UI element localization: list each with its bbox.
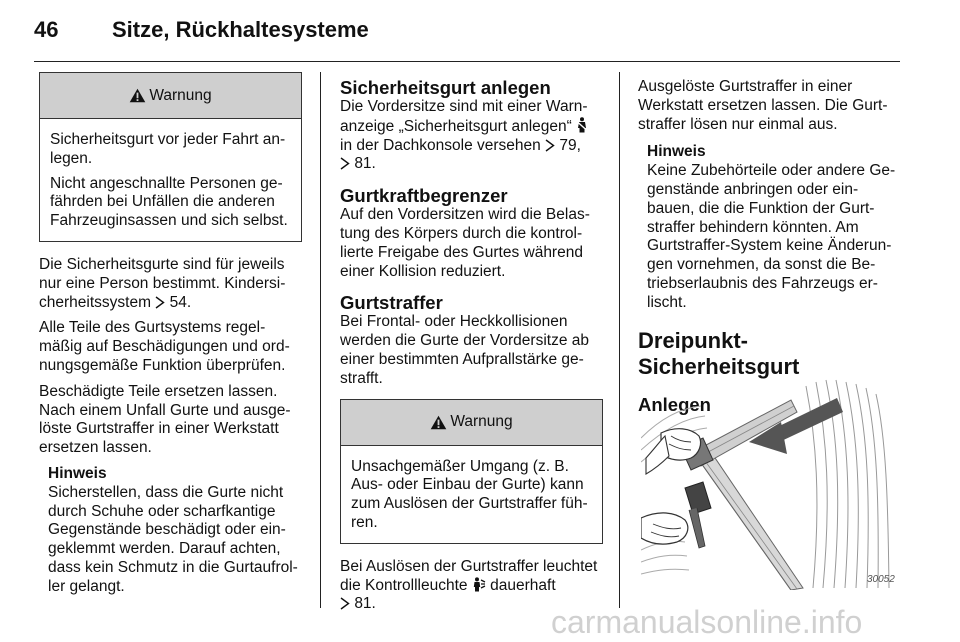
- paragraph-text: in der Dachkonsole versehen: [340, 136, 541, 154]
- paragraph: Alle Teile des Gurtsystems regel-mäßig auf Beschädigungen und ord-nungsgemäße Funktion überprüfen.: [39, 319, 290, 374]
- page-number: 46: [34, 17, 59, 42]
- seatbelt-illustration: [641, 378, 899, 590]
- paragraph-text: Die Vordersitze sind mit einer Warn-anzeige „Sicherheitsgurt anlegen“: [340, 98, 588, 135]
- hint-text: Keine Zubehörteile oder andere Ge-genstände anbringen oder ein-bauen, die die Funktion der Gurt-straffer behindern könnten. Am Gurtstraffer-System keine Änderun-gen vornehmen, da sonst die Be-triebserlaubnis des Fahrzeugs er-lischt.: [647, 162, 896, 311]
- watermark: carmanualsonline.info: [551, 604, 863, 640]
- column-2: [340, 78, 603, 621]
- hint-block: [638, 143, 902, 312]
- page-reference[interactable]: 81.: [354, 155, 376, 173]
- hint-label: Hinweis: [48, 464, 107, 482]
- reference-arrow-icon: [340, 157, 350, 170]
- paragraph: [39, 256, 302, 312]
- paragraph: Bei Frontal- oder Heckkollisionen werden die Gurte der Vordersitze ab einer bestimmten Aufprallstärke ge-strafft.: [340, 313, 589, 387]
- warning-text: Unsachgemäßer Umgang (z. B. Aus- oder Einbau der Gurte) kann zum Auslösen der Gurtstraffer füh-ren.: [351, 457, 588, 531]
- paragraph: Beschädigte Teile ersetzen lassen. Nach einem Unfall Gurte und ausge-löste Gurtstraffer in einer Werkstatt ersetzen lassen.: [39, 382, 291, 457]
- column-3: [638, 78, 902, 416]
- hint-block: [39, 465, 302, 597]
- section-title: Sicherheitsgurt anlegen: [340, 77, 551, 98]
- warning-label: Warnung: [450, 413, 513, 431]
- paragraph-text: Bei Auslösen der Gurtstraffer leuchtet die Kontrollleuchte: [340, 557, 598, 594]
- warning-header: [40, 73, 301, 119]
- subsection-heading: Anlegen: [638, 393, 711, 415]
- warning-triangle-icon: [129, 88, 146, 103]
- page-reference[interactable]: 79,: [559, 136, 581, 154]
- chapter-title: Sitze, Rückhaltesysteme: [112, 17, 369, 42]
- page-reference[interactable]: 81.: [354, 595, 376, 613]
- paragraph: Auf den Vordersitzen wird die Belas-tung des Körpers durch die kontrol-lierte Freigabe des Gurtes während einer Kollision reduziert.: [340, 206, 590, 280]
- seatbelt-reminder-icon: [576, 117, 588, 133]
- warning-text-1: Sicherheitsgurt vor jeder Fahrt an-legen.: [50, 131, 286, 167]
- column-rule-2: [619, 72, 620, 608]
- hint-label: Hinweis: [647, 143, 706, 161]
- section-title: Gurtstraffer: [340, 292, 443, 314]
- warning-triangle-icon: [430, 415, 447, 430]
- page-reference[interactable]: 54.: [169, 293, 192, 311]
- column-rule-1: [320, 72, 321, 608]
- warning-label: Warnung: [149, 86, 212, 104]
- section-heading: Dreipunkt-Sicherheitsgurt: [638, 327, 800, 379]
- paragraph-text: dauerhaft: [490, 576, 556, 594]
- seatbelt-fastening-drawing: [641, 378, 899, 590]
- figure-number: 30052: [867, 574, 895, 585]
- column-1: [39, 72, 302, 607]
- section-title: Gurtkraftbegrenzer: [340, 185, 508, 207]
- hint-text: Sicherstellen, dass die Gurte nicht durch Schuhe oder scharfkantige Gegenstände beschädigt oder ein-geklemmt werden. Darauf achten, dass kein Schmutz in die Gurtaufrol-ler gelangt.: [48, 483, 298, 595]
- paragraph: [340, 98, 603, 174]
- warning-text-2: Nicht angeschnallte Personen ge-fährden bei Unfällen die anderen Fahrzeuginsassen und sich selbst.: [50, 174, 288, 230]
- header-rule: [34, 61, 900, 62]
- reference-arrow-icon: [155, 296, 165, 309]
- warning-box-1: [39, 72, 302, 242]
- warning-box-2: [340, 399, 603, 544]
- reference-arrow-icon: [340, 597, 350, 610]
- pretensioner-warning-icon: [472, 577, 486, 592]
- warning-header: [341, 400, 602, 446]
- paragraph-text: Die Sicherheitsgurte sind für jeweils nur eine Person bestimmt. Kindersi-cherheitssystem: [39, 255, 286, 311]
- paragraph: Ausgelöste Gurtstraffer in einer Werkstatt ersetzen lassen. Die Gurt-straffer lösen nur einmal aus.: [638, 78, 888, 133]
- reference-arrow-icon: [545, 139, 555, 152]
